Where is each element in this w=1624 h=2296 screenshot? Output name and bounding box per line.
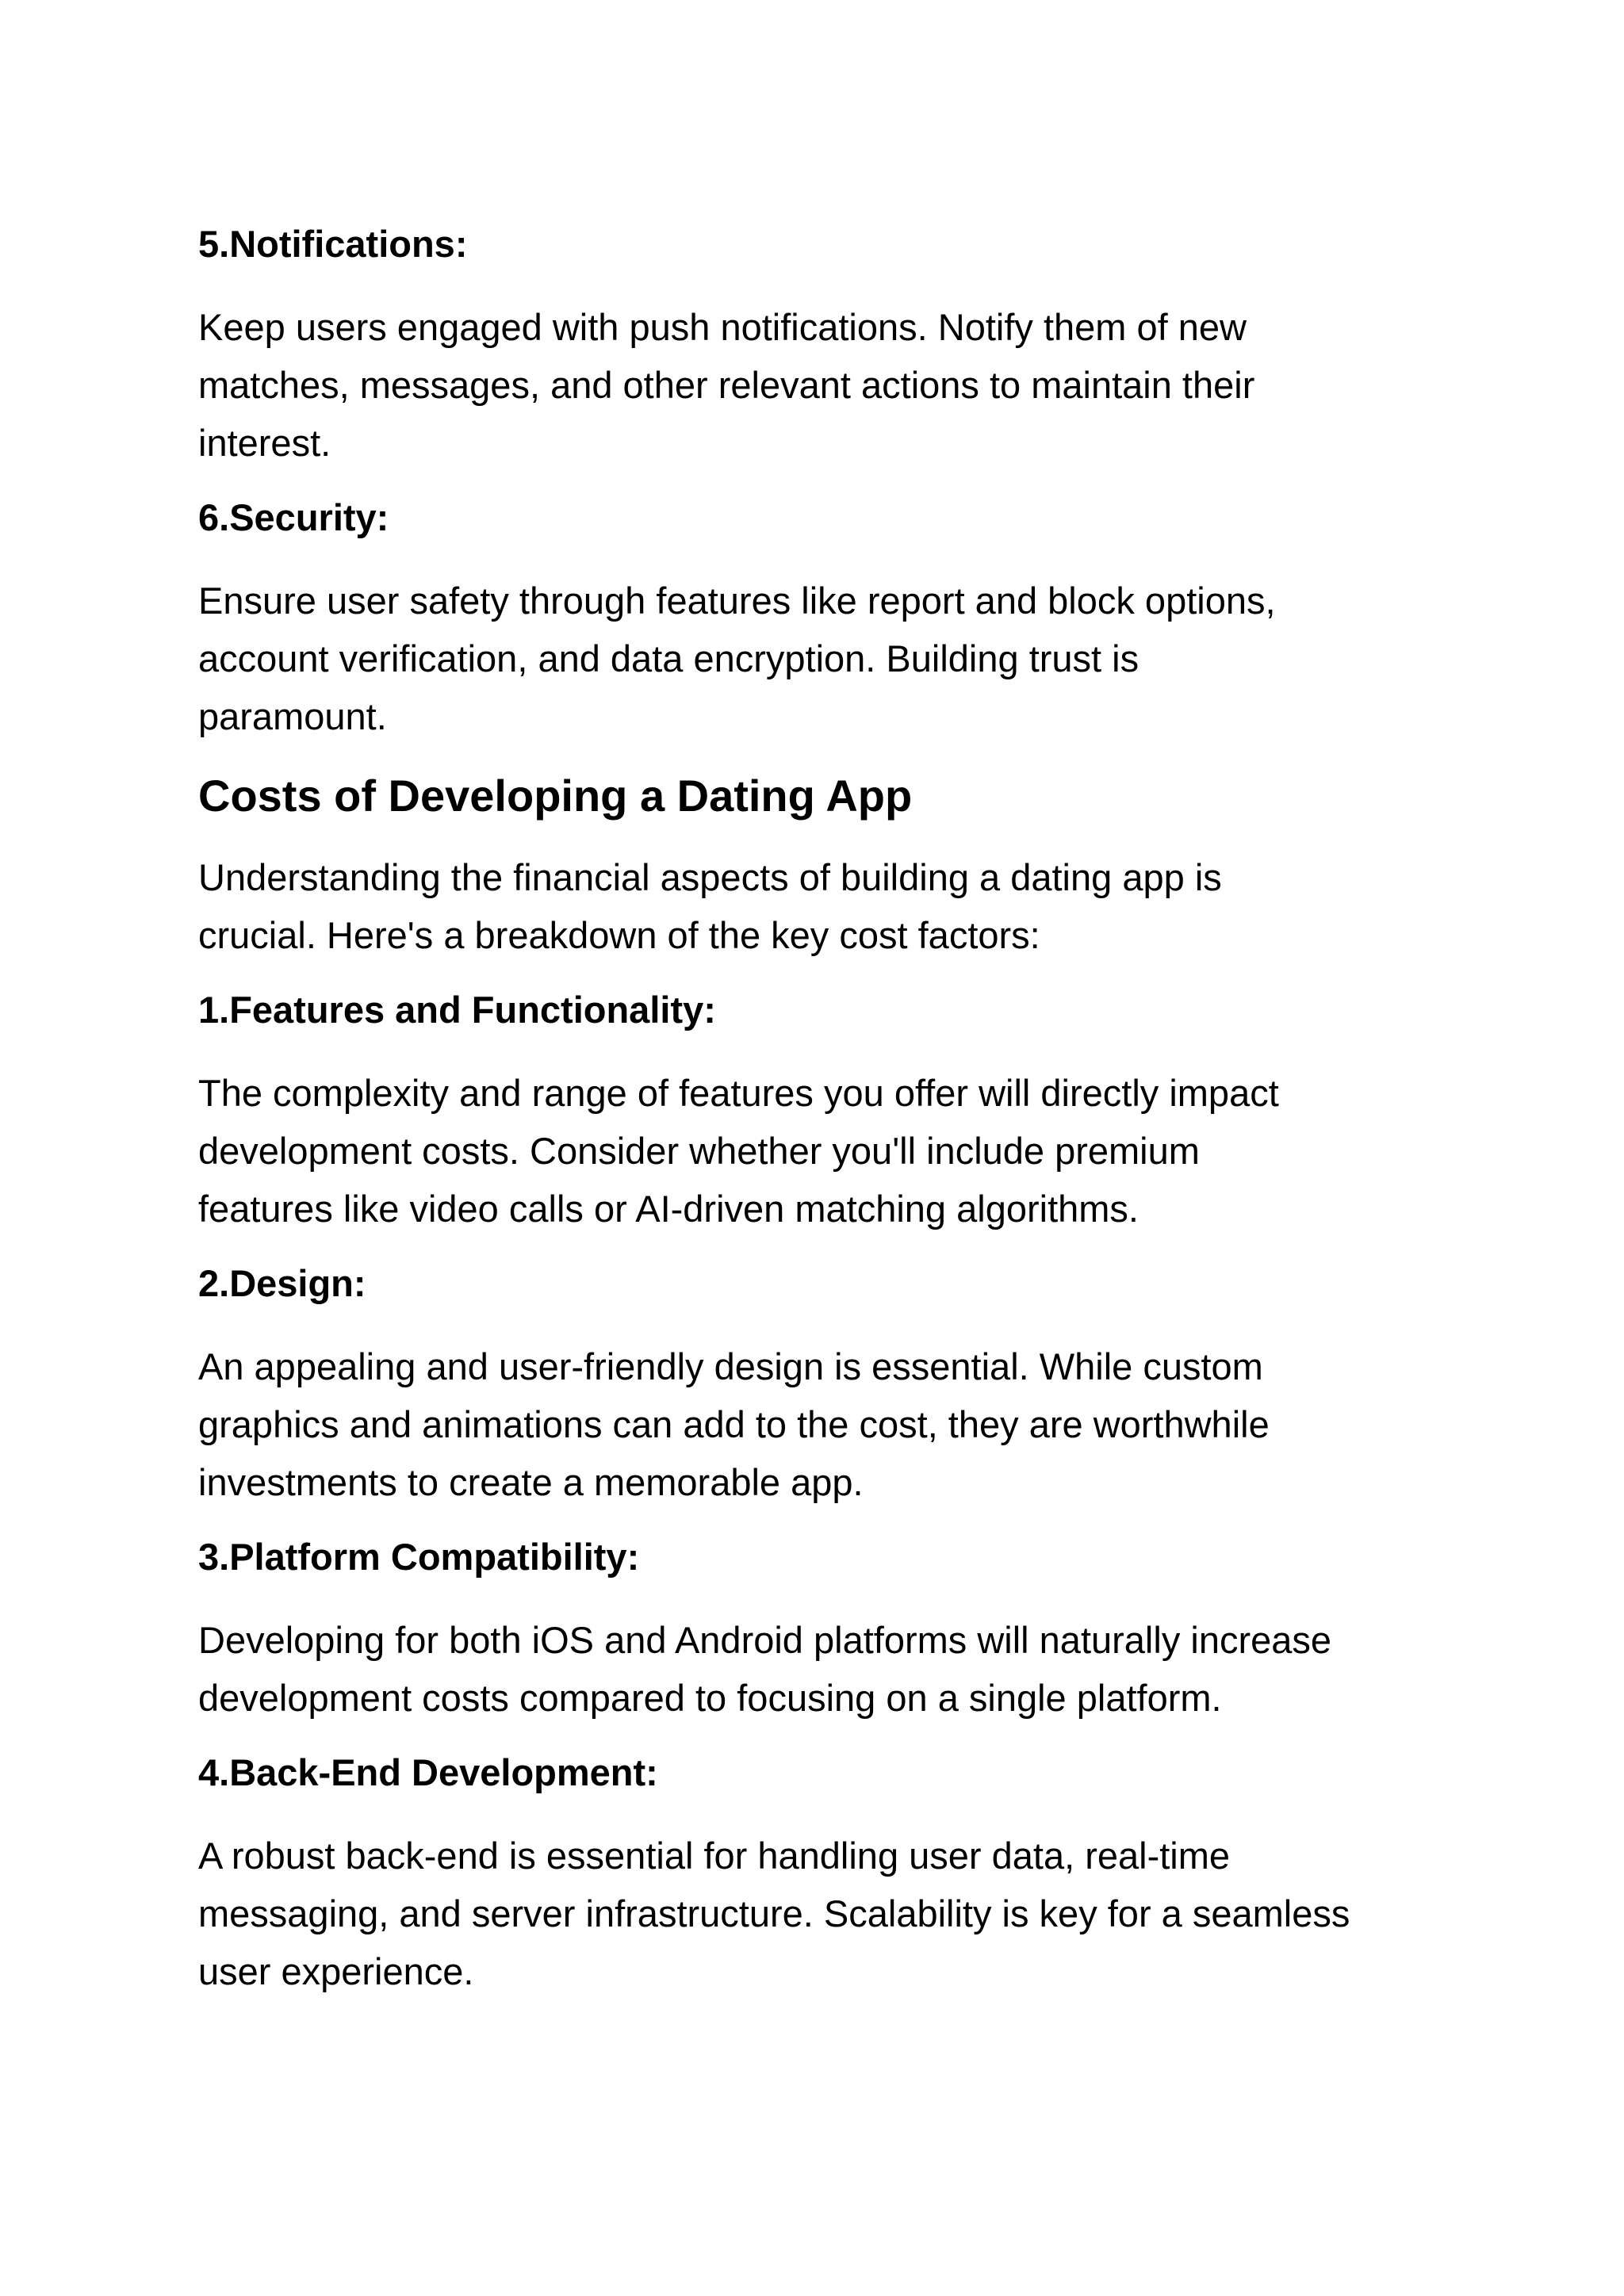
paragraph-line: Understanding the financial aspects of building a dating app is xyxy=(198,856,1222,898)
paragraph-line: A robust back-end is essential for handling user data, real-time xyxy=(198,1835,1231,1877)
paragraph-design xyxy=(198,1337,1459,1511)
paragraph-line: Keep users engaged with push notifications. Notify them of new xyxy=(198,306,1247,348)
section-heading-design: 2.Design: xyxy=(198,1262,366,1304)
paragraph-line: investments to create a memorable app. xyxy=(198,1461,864,1503)
paragraph-security xyxy=(198,572,1459,745)
paragraph-line: An appealing and user-friendly design is essential. While custom xyxy=(198,1345,1263,1387)
section-heading-backend: 4.Back-End Development: xyxy=(198,1751,658,1793)
paragraph-line: messaging, and server infrastructure. Scalability is key for a seamless xyxy=(198,1892,1350,1934)
paragraph-line: development costs compared to focusing on a single platform. xyxy=(198,1677,1222,1719)
paragraph-line: Ensure user safety through features like report and block options, xyxy=(198,580,1276,622)
paragraph-line: account verification, and data encryption. Building trust is xyxy=(198,637,1139,679)
paragraph-line: paramount. xyxy=(198,695,387,737)
paragraph-notifications xyxy=(198,298,1459,472)
paragraph-line: matches, messages, and other relevant actions to maintain their xyxy=(198,364,1255,406)
paragraph-line: Developing for both iOS and Android platforms will naturally increase xyxy=(198,1619,1332,1661)
paragraph-line: graphics and animations can add to the cost, they are worthwhile xyxy=(198,1403,1270,1445)
paragraph-line: development costs. Consider whether you'll include premium xyxy=(198,1130,1200,1172)
paragraph-line: The complexity and range of features you offer will directly impact xyxy=(198,1072,1279,1114)
paragraph-line: user experience. xyxy=(198,1950,474,1992)
paragraph-backend xyxy=(198,1827,1459,2000)
paragraph-line: crucial. Here's a breakdown of the key cost factors: xyxy=(198,914,1040,956)
paragraph-line: interest. xyxy=(198,422,331,464)
paragraph-features xyxy=(198,1064,1459,1238)
main-heading-costs: Costs of Developing a Dating App xyxy=(198,771,913,821)
section-heading-platform: 3.Platform Compatibility: xyxy=(198,1536,640,1578)
document-body xyxy=(198,220,1459,2022)
section-heading-notifications: 5.Notifications: xyxy=(198,223,468,265)
paragraph-costs-intro xyxy=(198,848,1459,964)
section-heading-features: 1.Features and Functionality: xyxy=(198,989,716,1031)
paragraph-platform xyxy=(198,1611,1459,1727)
section-heading-security: 6.Security: xyxy=(198,496,389,538)
paragraph-line: features like video calls or AI-driven matching algorithms. xyxy=(198,1188,1139,1230)
